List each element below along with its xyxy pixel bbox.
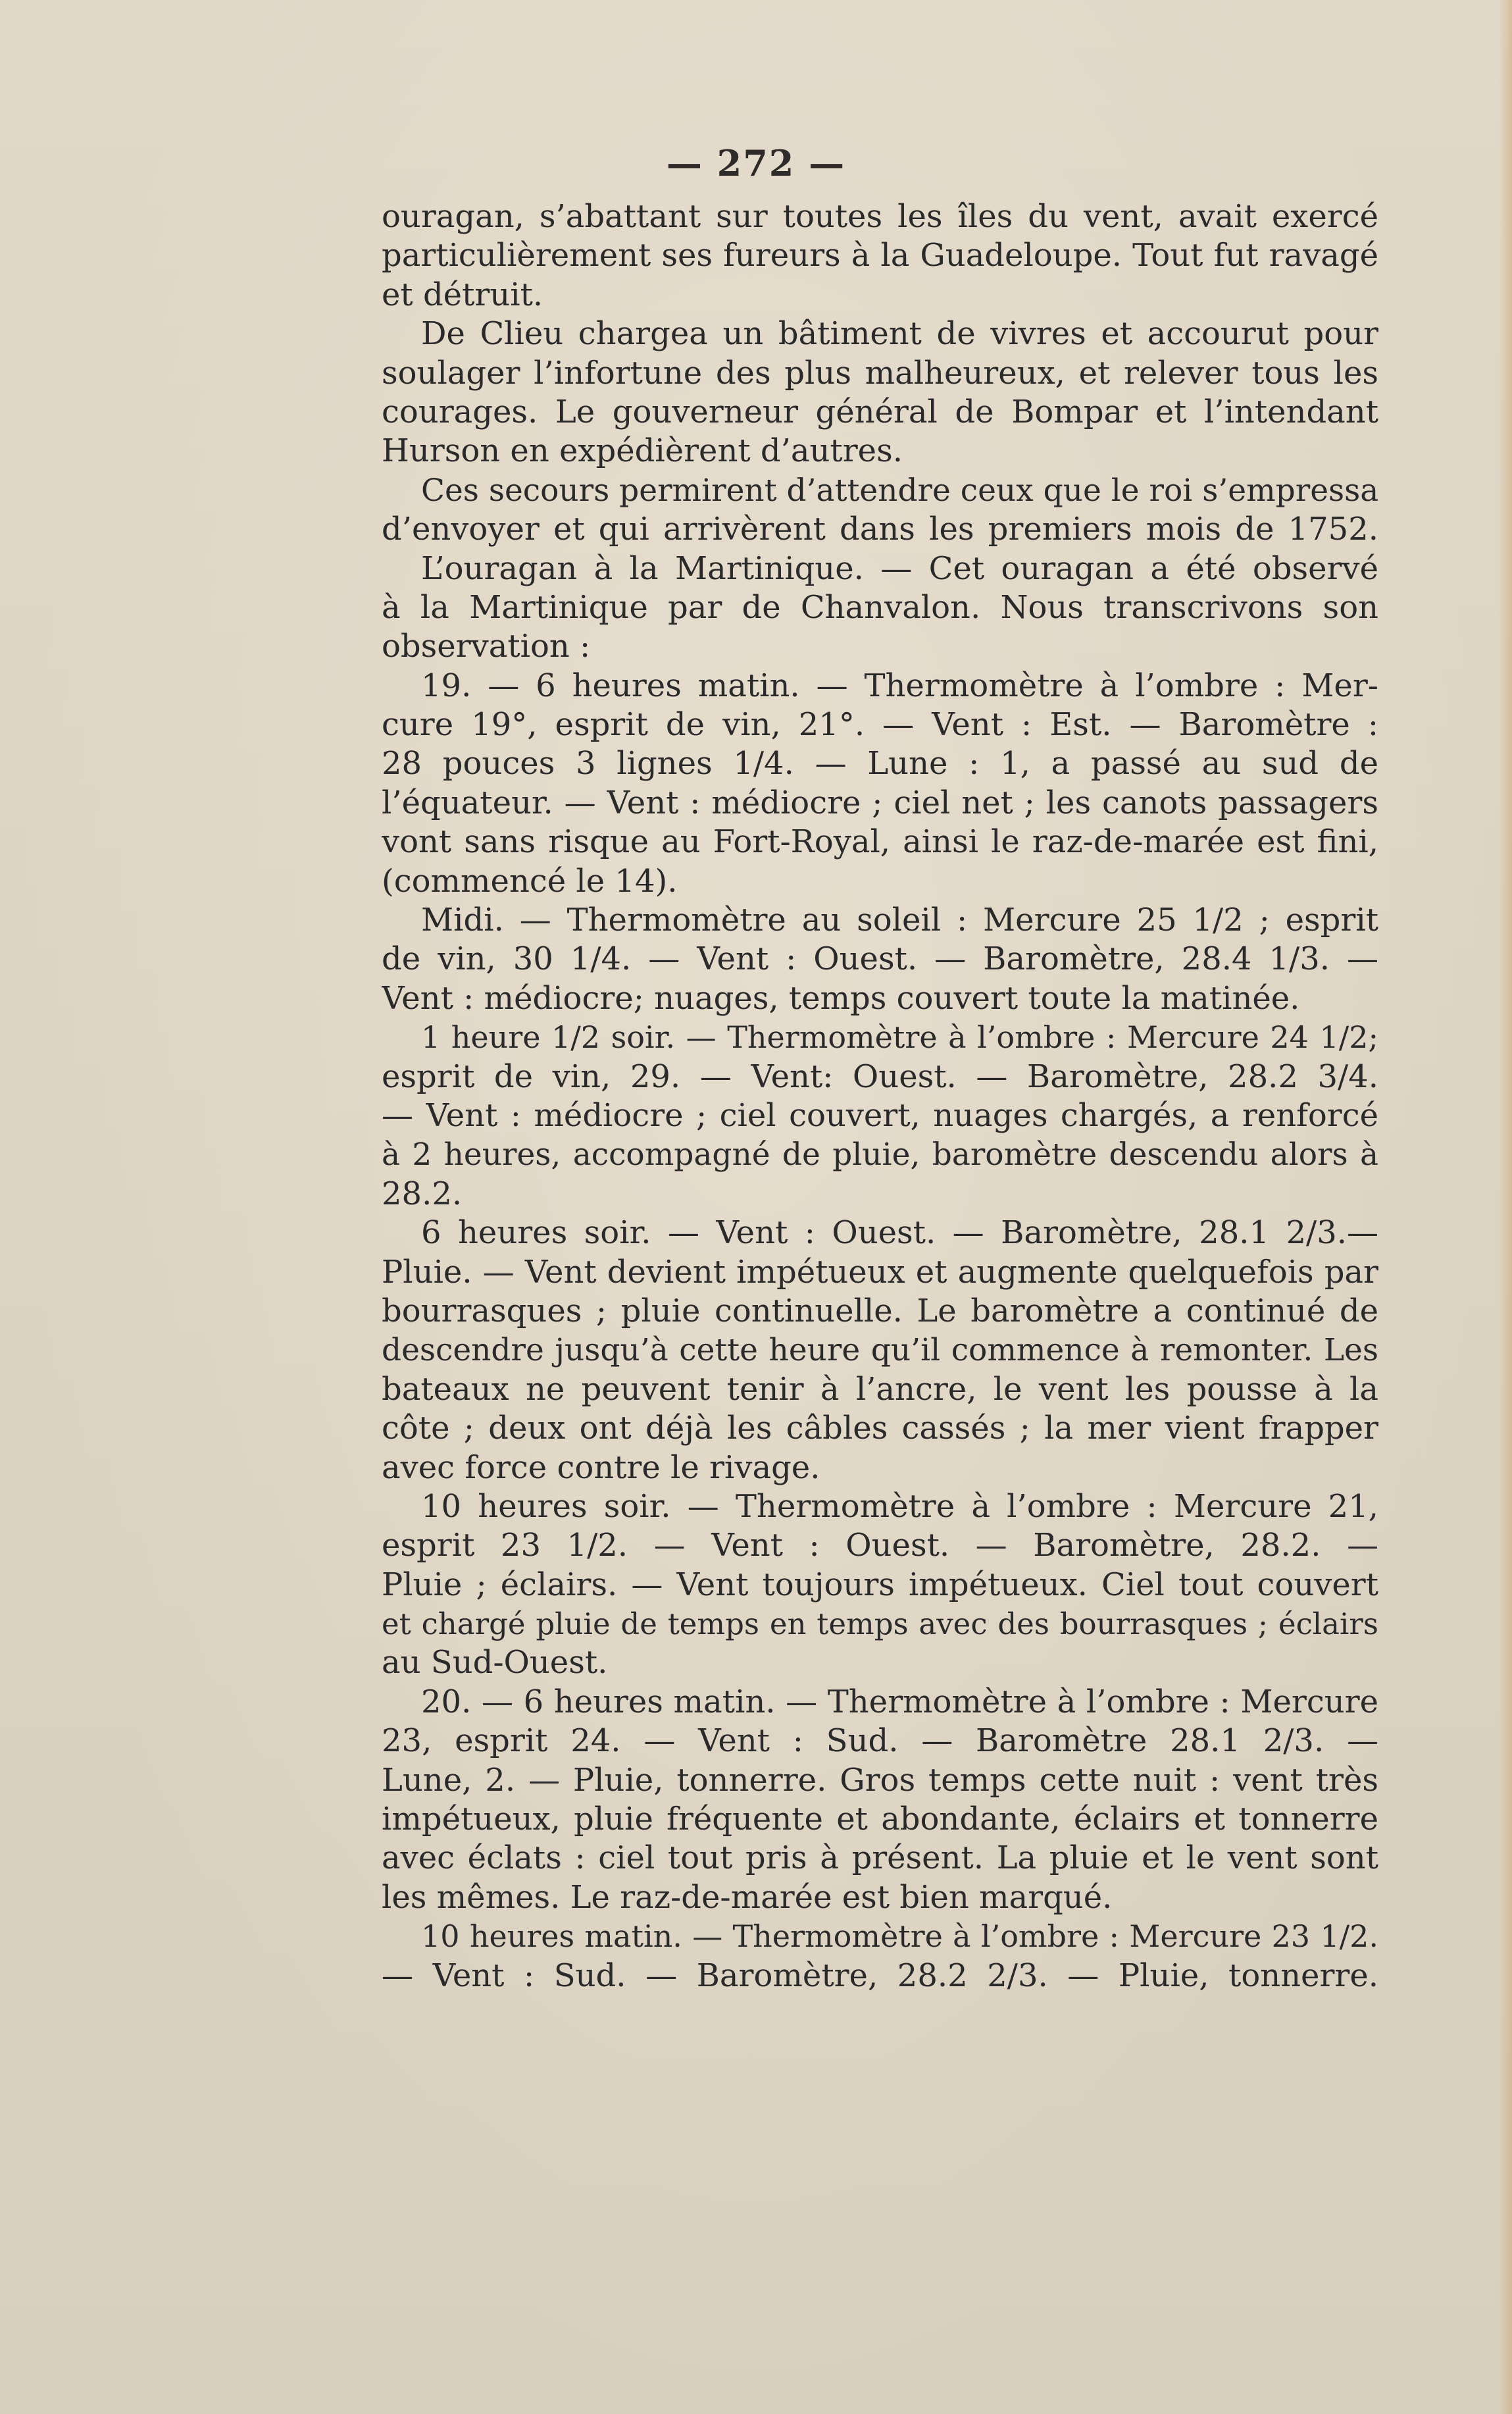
- text-line: vont sans risque au Fort-Royal, ainsi le raz-de-marée est fini,: [382, 823, 1378, 861]
- text-line: et chargé pluie de temps en temps avec des bourrasques ; éclairs: [382, 1606, 1378, 1642]
- text-line: 20. — 6 heures matin. — Thermomètre à l’ombre : Mercure: [421, 1683, 1378, 1720]
- text-line: et détruit.: [382, 276, 543, 313]
- page-edge-shadow: [1499, 0, 1512, 2414]
- text-line: Pluie. — Vent devient impétueux et augmente quelquefois par: [382, 1253, 1378, 1291]
- text-line: soulager l’infortune des plus malheureux, et relever tous les: [382, 354, 1378, 392]
- text-line: impétueux, pluie fréquente et abondante, éclairs et tonnerre: [382, 1801, 1378, 1838]
- text-line: Midi. — Thermomètre au soleil : Mercure 25 1/2 ; esprit: [421, 902, 1378, 939]
- text-line: Lune, 2. — Pluie, tonnerre. Gros temps cette nuit : vent très: [382, 1761, 1378, 1799]
- text-line: observation :: [382, 628, 591, 665]
- text-line: 23, esprit 24. — Vent : Sud. — Baromètre 28.1 2/3. —: [382, 1722, 1378, 1760]
- text-line: courages. Le gouverneur général de Bompar et l’intendant: [382, 393, 1378, 430]
- text-line: 28.2.: [382, 1175, 463, 1212]
- text-line: descendre jusqu’à cette heure qu’il commence à remonter. Les: [382, 1332, 1378, 1369]
- text-line: l’équateur. — Vent : médiocre ; ciel net ; les canots passagers: [382, 784, 1378, 821]
- text-line: 10 heures matin. — Thermomètre à l’ombre : Mercure 23 1/2.: [421, 1918, 1378, 1955]
- text-line: côte ; deux ont déjà les câbles cassés ; la mer vient frapper: [382, 1410, 1378, 1447]
- text-line: les mêmes. Le raz-de-marée est bien marqué.: [382, 1878, 1113, 1916]
- text-line: 1 heure 1/2 soir. — Thermomètre à l’ombre : Mercure 24 1/2;: [421, 1019, 1378, 1056]
- text-line: 28 pouces 3 lignes 1/4. — Lune : 1, a passé au sud de: [382, 745, 1378, 783]
- text-line: à la Martinique par de Chanvalon. Nous transcrivons son: [382, 588, 1378, 626]
- text-line: à 2 heures, accompagné de pluie, baromètre descendu alors à: [382, 1137, 1378, 1173]
- text-line: (commencé le 14).: [382, 862, 678, 900]
- text-line: ouragan, s’abattant sur toutes les îles du vent, avait exercé: [382, 198, 1378, 235]
- text-line: d’envoyer et qui arrivèrent dans les premiers mois de 1752.: [382, 511, 1378, 548]
- text-line: — Vent : Sud. — Baromètre, 28.2 2/3. — Pluie, tonnerre.: [382, 1957, 1378, 1994]
- text-line: esprit de vin, 29. — Vent: Ouest. — Baromètre, 28.2 3/4.: [382, 1058, 1378, 1095]
- text-line: bourrasques ; pluie continuelle. Le baromètre a continué de: [382, 1292, 1378, 1329]
- text-line: L’ouragan à la Martinique. — Cet ouragan a été observé: [421, 550, 1378, 587]
- text-line: Vent : médiocre; nuages, temps couvert toute la matinée.: [382, 979, 1300, 1017]
- body-text: [382, 197, 1378, 1995]
- text-line: bateaux ne peuvent tenir à l’ancre, le vent les pousse à la: [382, 1370, 1378, 1408]
- text-line: — Vent : médiocre ; ciel couvert, nuages chargés, a renforcé: [382, 1096, 1378, 1134]
- text-line: avec éclats : ciel tout pris à présent. La pluie et le vent sont: [382, 1839, 1378, 1877]
- text-line: 6 heures soir. — Vent : Ouest. — Baromètre, 28.1 2/3.—: [421, 1214, 1378, 1252]
- text-line: 10 heures soir. — Thermomètre à l’ombre : Mercure 21,: [421, 1487, 1378, 1525]
- text-line: esprit 23 1/2. — Vent : Ouest. — Baromètre, 28.2. —: [382, 1527, 1378, 1564]
- text-line: avec force contre le rivage.: [382, 1449, 820, 1486]
- text-line: cure 19°, esprit de vin, 21°. — Vent : Est. — Baromètre :: [382, 706, 1378, 744]
- text-line: au Sud-Ouest.: [382, 1644, 608, 1682]
- text-line: Hurson en expédièrent d’autres.: [382, 432, 903, 470]
- text-line: De Clieu chargea un bâtiment de vivres et accourut pour: [421, 315, 1378, 353]
- text-line: particulièrement ses fureurs à la Guadeloupe. Tout fut ravagé: [382, 237, 1378, 274]
- page-number: — 272 —: [666, 142, 846, 184]
- text-line: 19. — 6 heures matin. — Thermomètre à l’ombre : Mer-: [421, 667, 1378, 704]
- text-line: de vin, 30 1/4. — Vent : Ouest. — Baromètre, 28.4 1/3. —: [382, 940, 1378, 978]
- text-line: Ces secours permirent d’attendre ceux que le roi s’empressa: [421, 472, 1378, 509]
- text-line: Pluie ; éclairs. — Vent toujours impétueux. Ciel tout couvert: [382, 1566, 1378, 1603]
